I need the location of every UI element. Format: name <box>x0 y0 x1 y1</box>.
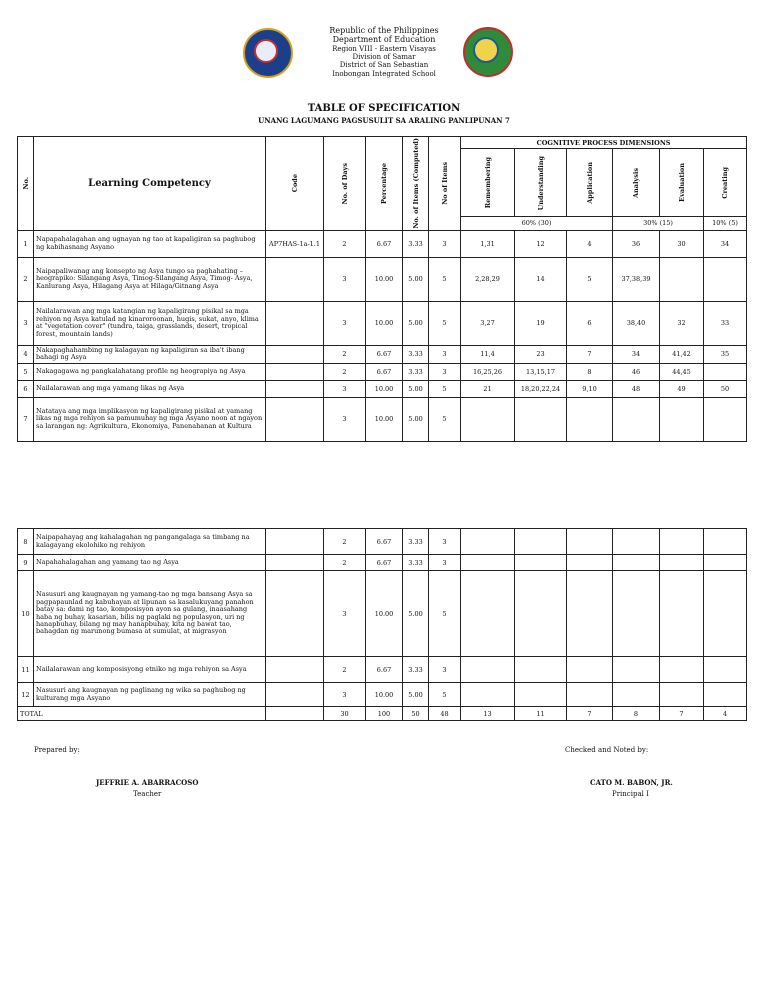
evaluation-cell <box>660 683 704 707</box>
col-header-creating: Creating <box>704 149 747 217</box>
code-cell <box>266 345 324 363</box>
items-cell: 3 <box>429 555 461 571</box>
percentage-cell: 6.67 <box>366 555 403 571</box>
row-number: 7 <box>18 397 34 441</box>
total-remembering: 13 <box>461 707 515 721</box>
understanding-cell: 13,15,17 <box>515 363 567 380</box>
total-items: 48 <box>429 707 461 721</box>
days-cell: 2 <box>324 657 366 683</box>
table-row <box>18 230 747 257</box>
total-percentage: 100 <box>366 707 403 721</box>
row-number: 11 <box>18 657 34 683</box>
understanding-cell <box>515 397 567 441</box>
row-number: 5 <box>18 363 34 380</box>
table-row <box>18 345 747 363</box>
header-line-4: Division of Samar <box>352 53 416 62</box>
table-row <box>18 397 747 441</box>
evaluation-cell: 32 <box>660 301 704 345</box>
items-cell: 5 <box>429 683 461 707</box>
code-cell <box>266 397 324 441</box>
items-cell: 5 <box>429 397 461 441</box>
creating-cell <box>704 257 747 301</box>
days-cell: 2 <box>324 230 366 257</box>
creating-cell <box>704 529 747 555</box>
items-computed-cell: 3.33 <box>403 363 429 380</box>
document-subtitle: UNANG LAGUMANG PAGSUSULIT SA ARALING PANLIPUNAN 7 <box>258 116 510 125</box>
col-header-code: Code <box>266 137 324 231</box>
days-cell: 3 <box>324 397 366 441</box>
code-cell <box>266 657 324 683</box>
table-row <box>18 555 747 571</box>
percentage-cell: 10.00 <box>366 571 403 657</box>
evaluation-cell: 41,42 <box>660 345 704 363</box>
competency-text: Nakagagawa ng pangkalahatang profile ng heograpiya ng Asya <box>34 363 266 380</box>
row-number: 6 <box>18 380 34 397</box>
col-header-items-computed: No. of Items (Computed) <box>403 137 429 231</box>
creating-cell <box>704 683 747 707</box>
items-cell: 5 <box>429 301 461 345</box>
days-cell: 2 <box>324 555 366 571</box>
creating-cell: 34 <box>704 230 747 257</box>
analysis-cell <box>613 397 660 441</box>
row-number: 9 <box>18 555 34 571</box>
understanding-cell <box>515 683 567 707</box>
application-cell: 8 <box>567 363 613 380</box>
evaluation-cell: 44,45 <box>660 363 704 380</box>
competency-text: Napapahalagahan ang ugnayan ng tao at kapaligiran sa paghubog ng kabihasnang Asyano <box>34 230 266 257</box>
items-cell: 5 <box>429 571 461 657</box>
specification-table-continued <box>17 528 747 721</box>
pct-group-upper: 10% (5) <box>704 217 747 230</box>
row-number: 12 <box>18 683 34 707</box>
items-cell: 5 <box>429 380 461 397</box>
understanding-cell: 12 <box>515 230 567 257</box>
competency-text: Nasusuri ang kaugnayan ng yamang-tao ng mga bansang Asya sa pagpapaunlad ng kabuhayan at lipunan sa kasalukuyang panahon batay sa: dami ng tao, komposisyon ayon sa gulang, inaasahang haba ng buhay, kasarian, bilis ng paglaki ng populasyon, uri ng hanapbuhay, bilang ng may hanapbuhay, kita ng bawat tao, bahagdan ng marunong bumasa at sumulat, at migrasyon <box>34 571 266 657</box>
total-evaluation: 7 <box>660 707 704 721</box>
evaluation-cell <box>660 571 704 657</box>
total-label: TOTAL <box>18 707 266 721</box>
application-cell: 4 <box>567 230 613 257</box>
checked-by-title: Principal I <box>612 790 649 798</box>
creating-cell <box>704 363 747 380</box>
analysis-cell: 34 <box>613 345 660 363</box>
prepared-by-label: Prepared by: <box>34 746 80 754</box>
creating-cell <box>704 397 747 441</box>
application-cell: 9,10 <box>567 380 613 397</box>
days-cell: 3 <box>324 571 366 657</box>
total-analysis: 8 <box>613 707 660 721</box>
application-cell <box>567 529 613 555</box>
application-cell: 7 <box>567 345 613 363</box>
remembering-cell <box>461 657 515 683</box>
evaluation-cell <box>660 555 704 571</box>
items-computed-cell: 5.00 <box>403 397 429 441</box>
col-header-analysis: Analysis <box>613 149 660 217</box>
col-header-days: No. of Days <box>324 137 366 231</box>
items-cell: 3 <box>429 363 461 380</box>
col-header-application: Application <box>567 149 613 217</box>
table-row <box>18 529 747 555</box>
header-line-5: District of San Sebastian <box>339 61 429 70</box>
percentage-cell: 10.00 <box>366 380 403 397</box>
analysis-cell <box>613 683 660 707</box>
creating-cell <box>704 657 747 683</box>
analysis-cell: 36 <box>613 230 660 257</box>
row-number: 10 <box>18 571 34 657</box>
remembering-cell <box>461 683 515 707</box>
remembering-cell <box>461 555 515 571</box>
items-computed-cell: 3.33 <box>403 529 429 555</box>
total-creating: 4 <box>704 707 747 721</box>
remembering-cell <box>461 397 515 441</box>
days-cell: 2 <box>324 345 366 363</box>
competency-text: Napahahalagahan ang yamang tao ng Asya <box>34 555 266 571</box>
total-row <box>18 707 747 721</box>
table-row <box>18 257 747 301</box>
competency-text: Nailalarawan ang mga katangian ng kapaligirang pisikal sa mga rehiyon ng Asya katulad ng kinaroroonan, hugis, sukat, anyo, klima at "vegetation cover" (tundra, taiga, grasslands, desert, tropical forest, mountain lands) <box>34 301 266 345</box>
items-computed-cell: 5.00 <box>403 301 429 345</box>
application-cell <box>567 683 613 707</box>
code-cell <box>266 363 324 380</box>
creating-cell <box>704 571 747 657</box>
table-row <box>18 683 747 707</box>
pct-group-middle: 30% (15) <box>613 217 704 230</box>
competency-text: Nasusuri ang kaugnayan ng paglinang ng wika sa paghubog ng kulturang mga Asyano <box>34 683 266 707</box>
col-header-competency: Learning Competency <box>34 137 266 231</box>
remembering-cell <box>461 571 515 657</box>
total-application: 7 <box>567 707 613 721</box>
document-title: TABLE OF SPECIFICATION <box>307 103 461 114</box>
table-row <box>18 380 747 397</box>
code-cell <box>266 301 324 345</box>
remembering-cell: 3,27 <box>461 301 515 345</box>
row-number: 8 <box>18 529 34 555</box>
analysis-cell <box>613 657 660 683</box>
code-cell <box>266 529 324 555</box>
remembering-cell: 2,28,29 <box>461 257 515 301</box>
analysis-cell: 46 <box>613 363 660 380</box>
code-cell <box>266 683 324 707</box>
days-cell: 3 <box>324 683 366 707</box>
competency-text: Naipapahayag ang kahalagahan ng pangangalaga sa timbang na kalagayang ekolohiko ng rehiyon <box>34 529 266 555</box>
percentage-cell: 10.00 <box>366 397 403 441</box>
checked-by-name: CATO M. BABON, JR. <box>590 778 673 787</box>
understanding-cell <box>515 657 567 683</box>
percentage-cell: 10.00 <box>366 683 403 707</box>
percentage-cell: 6.67 <box>366 657 403 683</box>
letterhead <box>0 26 768 78</box>
col-header-understanding: Understanding <box>515 149 567 217</box>
col-header-remembering: Remembering <box>461 149 515 217</box>
creating-cell: 50 <box>704 380 747 397</box>
evaluation-cell: 49 <box>660 380 704 397</box>
competency-text: Nailalarawan ang mga yamang likas ng Asya <box>34 380 266 397</box>
competency-text: Natataya ang mga implikasyon ng kapaligirang pisikal at yamang likas ng mga rehiyon sa pamumuhay ng mga Asyano noon at ngayon sa larangan ng: Agrikultura, Ekonomiya, Panenahanan at Kultura <box>34 397 266 441</box>
days-cell: 3 <box>324 380 366 397</box>
row-number: 1 <box>18 230 34 257</box>
items-cell: 3 <box>429 230 461 257</box>
application-cell <box>567 571 613 657</box>
items-computed-cell: 5.00 <box>403 683 429 707</box>
percentage-cell: 10.00 <box>366 301 403 345</box>
days-cell: 3 <box>324 257 366 301</box>
remembering-cell: 11,4 <box>461 345 515 363</box>
remembering-cell: 21 <box>461 380 515 397</box>
percentage-cell: 10.00 <box>366 257 403 301</box>
understanding-cell: 19 <box>515 301 567 345</box>
items-cell: 3 <box>429 529 461 555</box>
row-number: 4 <box>18 345 34 363</box>
remembering-cell <box>461 529 515 555</box>
header-line-2: Department of Education <box>332 35 436 45</box>
col-header-items: No of Items <box>429 137 461 231</box>
understanding-cell: 14 <box>515 257 567 301</box>
analysis-cell <box>613 529 660 555</box>
creating-cell: 33 <box>704 301 747 345</box>
items-cell: 3 <box>429 657 461 683</box>
percentage-cell: 6.67 <box>366 529 403 555</box>
items-computed-cell: 3.33 <box>403 230 429 257</box>
remembering-cell: 16,25,26 <box>461 363 515 380</box>
pct-group-lower: 60% (30) <box>461 217 613 230</box>
items-computed-cell: 5.00 <box>403 571 429 657</box>
creating-cell <box>704 555 747 571</box>
analysis-cell <box>613 555 660 571</box>
header-line-1: Republic of the Philippines <box>329 26 439 35</box>
table-row <box>18 301 747 345</box>
specification-table <box>17 136 747 442</box>
items-computed-cell: 5.00 <box>403 380 429 397</box>
analysis-cell: 48 <box>613 380 660 397</box>
understanding-cell: 18,20,22,24 <box>515 380 567 397</box>
creating-cell: 35 <box>704 345 747 363</box>
total-items-computed: 50 <box>403 707 429 721</box>
percentage-cell: 6.67 <box>366 230 403 257</box>
col-header-cpd: COGNITIVE PROCESS DIMENSIONS <box>461 137 747 149</box>
competency-text: Nailalarawan ang komposisyong etniko ng mga rehiyon sa Asya <box>34 657 266 683</box>
total-understanding: 11 <box>515 707 567 721</box>
items-cell: 5 <box>429 257 461 301</box>
percentage-cell: 6.67 <box>366 363 403 380</box>
prepared-by-title: Teacher <box>133 790 162 798</box>
table-row <box>18 571 747 657</box>
competency-text: Naipapaliwanag ang konsepto ng Asya tungo sa paghahating – heograpiko: Silangang Asya, Timog-Silangang Asya, Timog- Asya, Kanlurang Asya, Hilagang Asya at Hilaga/Gitnang Asya <box>34 257 266 301</box>
col-header-no: No. <box>18 137 34 231</box>
days-cell: 3 <box>324 301 366 345</box>
code-cell <box>266 571 324 657</box>
application-cell <box>567 555 613 571</box>
days-cell: 2 <box>324 363 366 380</box>
code-cell <box>266 555 324 571</box>
days-cell: 2 <box>324 529 366 555</box>
evaluation-cell <box>660 257 704 301</box>
items-computed-cell: 3.33 <box>403 555 429 571</box>
analysis-cell: 38,40 <box>613 301 660 345</box>
col-header-evaluation: Evaluation <box>660 149 704 217</box>
understanding-cell <box>515 571 567 657</box>
percentage-cell: 6.67 <box>366 345 403 363</box>
understanding-cell <box>515 529 567 555</box>
evaluation-cell <box>660 657 704 683</box>
row-number: 3 <box>18 301 34 345</box>
table-row <box>18 363 747 380</box>
header-line-3: Region VIII - Eastern Visayas <box>332 44 436 53</box>
code-cell: AP7HAS-1a-1.1 <box>266 230 324 257</box>
table-row <box>18 657 747 683</box>
prepared-by-name: JEFFRIE A. ABARRACOSO <box>96 778 199 787</box>
evaluation-cell: 30 <box>660 230 704 257</box>
code-cell <box>266 257 324 301</box>
application-cell <box>567 397 613 441</box>
understanding-cell: 23 <box>515 345 567 363</box>
items-computed-cell: 3.33 <box>403 657 429 683</box>
analysis-cell <box>613 571 660 657</box>
application-cell: 6 <box>567 301 613 345</box>
application-cell: 5 <box>567 257 613 301</box>
remembering-cell: 1,31 <box>461 230 515 257</box>
items-computed-cell: 5.00 <box>403 257 429 301</box>
items-computed-cell: 3.33 <box>403 345 429 363</box>
items-cell: 3 <box>429 345 461 363</box>
understanding-cell <box>515 555 567 571</box>
analysis-cell: 37,38,39 <box>613 257 660 301</box>
competency-text: Nakapaghahambing ng kalagayan ng kapaligiran sa iba't ibang bahagi ng Asya <box>34 345 266 363</box>
checked-by-label: Checked and Noted by: <box>565 746 649 754</box>
col-header-percentage: Percentage <box>366 137 403 231</box>
total-days: 30 <box>324 707 366 721</box>
evaluation-cell <box>660 397 704 441</box>
evaluation-cell <box>660 529 704 555</box>
code-cell <box>266 380 324 397</box>
row-number: 2 <box>18 257 34 301</box>
application-cell <box>567 657 613 683</box>
total-code-cell <box>266 707 324 721</box>
header-line-6: Inobongan Integrated School <box>332 69 436 78</box>
